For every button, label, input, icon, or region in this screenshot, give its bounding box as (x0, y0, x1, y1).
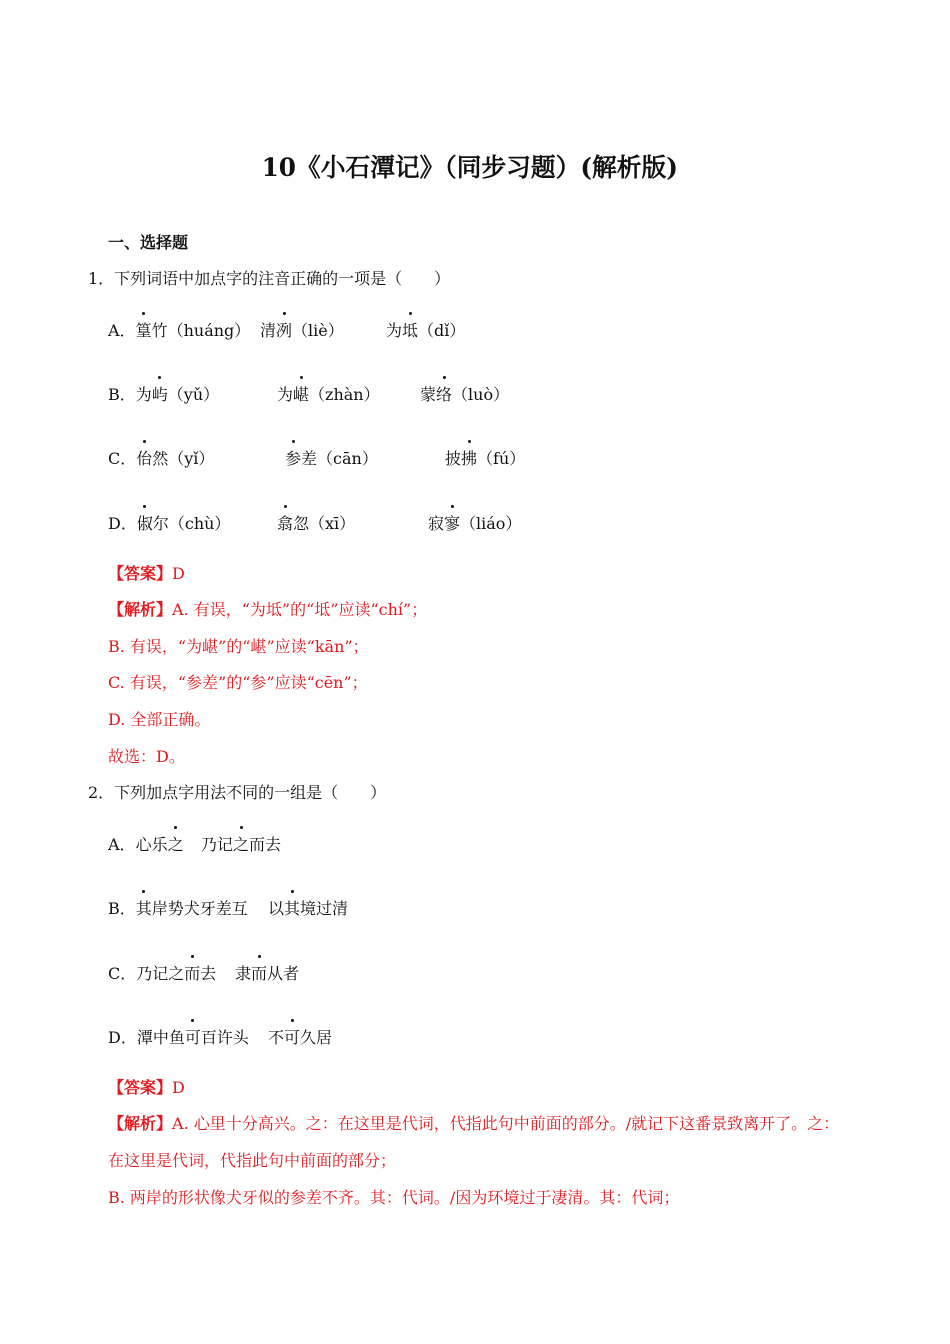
dotted-char: 嵁 (293, 382, 309, 405)
q2-option-c-phrase2 (235, 961, 299, 984)
q2-answer (108, 1075, 185, 1098)
dotted-char: 佁 (136, 446, 152, 469)
answer-tag: 【答案】 (108, 564, 173, 583)
q1-analysis-line: C. 有误，“参差”的“参”应读“cēn”； (108, 673, 368, 692)
option-text: 而去 (249, 835, 282, 854)
q2-option-d-phrase2 (268, 1025, 332, 1048)
q1-analysis-line: B. 有误，“为嵁”的“嵁”应读“kān”； (108, 637, 369, 656)
analysis-text: A. 有误，“为坻”的“坻”应读“chí”； (172, 600, 428, 619)
option-text: 为 (386, 321, 403, 340)
option-text: 清 (260, 321, 277, 340)
dotted-char: 拂 (461, 446, 477, 469)
dotted-char: 之 (168, 832, 184, 855)
page-title: 10《小石潭记》（同步习题）(解析版) (261, 153, 678, 182)
option-text: （fú） (477, 449, 526, 468)
option-label: B． (108, 385, 136, 404)
q2-stem: 2．下列加点字用法不同的一组是（ ） (88, 783, 387, 802)
q1-option-b-word3 (420, 382, 509, 405)
option-text: 隶 (235, 964, 252, 983)
option-label: D． (108, 1028, 137, 1047)
option-label: C． (108, 449, 137, 468)
q2-analysis-line (108, 1111, 839, 1134)
option-text: （yǔ） (167, 385, 220, 404)
option-text: 境过清 (300, 899, 349, 918)
option-text: 竹（huáng） (151, 321, 251, 340)
q1-option-a (108, 318, 250, 341)
option-text: 披 (445, 449, 462, 468)
q1-option-b-word2 (277, 382, 380, 405)
q2-analysis-line: 在这里是代词，代指此句中前面的部分； (108, 1151, 397, 1170)
analysis-tag: 【解析】 (108, 1114, 173, 1133)
answer-tag: 【答案】 (108, 1078, 173, 1097)
option-text: 以 (268, 899, 285, 918)
dotted-char: 坻 (402, 318, 418, 341)
dotted-char: 其 (284, 896, 300, 919)
q2-option-a-phrase2 (201, 832, 281, 855)
option-text: 忽（xī） (293, 514, 356, 533)
option-text: 久居 (300, 1028, 333, 1047)
q2-option-b (108, 896, 248, 919)
q1-analysis-line: D. 全部正确。 (108, 710, 211, 729)
dotted-char: 篁 (136, 318, 152, 341)
dotted-char: 可 (185, 1025, 201, 1048)
option-text: 去 (200, 964, 217, 983)
option-text: 不 (268, 1028, 285, 1047)
option-text: （dǐ） (418, 321, 466, 340)
option-label: A． (108, 835, 136, 854)
option-text: 为 (135, 385, 152, 404)
q1-analysis-line (108, 597, 427, 620)
option-text: 乃记 (201, 835, 234, 854)
q1-option-c-word3 (445, 446, 525, 469)
q1-option-d-word2 (277, 511, 355, 534)
dotted-char: 屿 (152, 382, 168, 405)
section-heading: 一、选择题 (108, 233, 189, 252)
dotted-char: 络 (436, 382, 452, 405)
q1-analysis-line: 故选：D。 (108, 747, 185, 766)
dotted-char: 其 (136, 896, 152, 919)
option-text: （liáo） (460, 514, 522, 533)
q1-option-c (108, 446, 214, 469)
option-text: 尔（chù） (152, 514, 231, 533)
q1-option-b (108, 382, 219, 405)
q1-answer (108, 561, 185, 584)
dotted-char: 翕 (277, 511, 293, 534)
option-text: 乃记之 (136, 964, 185, 983)
option-label: B． (108, 899, 136, 918)
option-text: 潭中鱼 (136, 1028, 185, 1047)
dotted-char: 之 (233, 832, 249, 855)
option-text: 蒙 (420, 385, 437, 404)
option-text: （liè） (292, 321, 344, 340)
option-label: C． (108, 964, 137, 983)
option-text: 百许头 (200, 1028, 249, 1047)
answer-value: D (172, 1078, 185, 1097)
dotted-char: 冽 (276, 318, 292, 341)
q1-option-d-word3 (428, 511, 521, 534)
option-label: A． (108, 321, 136, 340)
q1-option-a-word3 (386, 318, 465, 341)
q2-option-c (108, 961, 216, 984)
analysis-tag: 【解析】 (108, 600, 173, 619)
option-text: 心乐 (135, 835, 168, 854)
q1-option-c-word2 (285, 446, 378, 469)
q1-stem: 1．下列词语中加点字的注音正确的一项是（ ） (88, 269, 451, 288)
option-text: （zhàn） (309, 385, 380, 404)
q1-option-d (108, 511, 230, 534)
analysis-text: A. 心里十分高兴。之：在这里是代词，代指此句中前面的部分。/就记下这番景致离开了。之： (172, 1114, 840, 1133)
option-text: 为 (277, 385, 294, 404)
option-text: 差（cān） (301, 449, 378, 468)
option-text: （luò） (452, 385, 510, 404)
q1-option-a-word2 (260, 318, 344, 341)
option-text: 岸势犬牙差互 (151, 899, 248, 918)
q2-option-d (108, 1025, 249, 1048)
dotted-char: 寥 (444, 511, 460, 534)
option-label: D． (108, 514, 137, 533)
dotted-char: 俶 (137, 511, 153, 534)
dotted-char: 而 (184, 961, 200, 984)
option-text: 寂 (428, 514, 445, 533)
q2-option-a (108, 832, 184, 855)
dotted-char: 参 (285, 446, 301, 469)
answer-value: D (172, 564, 185, 583)
option-text: 然（yǐ） (152, 449, 215, 468)
dotted-char: 可 (284, 1025, 300, 1048)
q2-option-b-phrase2 (268, 896, 348, 919)
dotted-char: 而 (251, 961, 267, 984)
option-text: 从者 (267, 964, 300, 983)
q2-analysis-line: B. 两岸的形状像犬牙似的参差不齐。其：代词。/因为环境过于凄清。其：代词； (108, 1188, 680, 1207)
